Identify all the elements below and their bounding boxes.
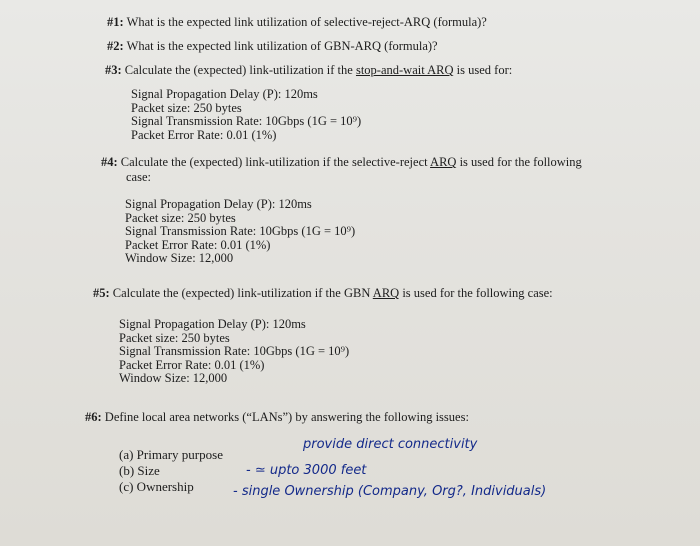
handwritten-answer-purpose: provide direct connectivity [303,437,478,452]
item-ownership: (c) Ownership [119,479,194,494]
question-text-end: is used for the following case: [399,286,553,300]
param-propagation-delay: Signal Propagation Delay (P): 120ms [131,87,318,101]
question-text-end: is used for: [453,63,513,77]
question-3-params [131,88,361,142]
question-4 [101,155,582,169]
question-3 [105,63,512,77]
question-number: #2: [107,39,124,53]
param-transmission-rate: Signal Transmission Rate: 10Gbps (1G = 10⁹) [131,114,362,128]
param-window-size: Window Size: 12,000 [125,251,234,265]
question-number: #6: [85,410,102,424]
question-6-items [119,447,223,495]
param-packet-size: Packet size: 250 bytes [119,330,230,345]
question-text: What is the expected link utilization of selective-reject-ARQ (formula)? [126,15,487,29]
param-transmission-rate: Signal Transmission Rate: 10Gbps (1G = 10⁹) [119,344,350,358]
param-window-size: Window Size: 12,000 [119,371,228,385]
question-number: #5: [93,286,110,300]
handwritten-answer-ownership: - single Ownership (Company, Org?, Individuals) [233,484,547,499]
param-packet-error-rate: Packet Error Rate: 0.01 (1%) [119,357,265,372]
question-text: Calculate the (expected) link-utilization if the selective-reject [120,155,431,169]
underlined-term: ARQ [372,286,400,300]
question-text: Calculate the (expected) link-utilization if the [124,63,356,77]
question-text: What is the expected link utilization of GBN-ARQ (formula)? [126,39,438,53]
item-size: (b) Size [119,463,160,478]
param-packet-size: Packet size: 250 bytes [131,100,242,115]
underlined-term: stop-and-wait ARQ [355,63,454,77]
question-text-end: is used for the following [456,155,582,169]
question-4-line2: case: [126,170,151,184]
question-2 [107,39,438,53]
handwritten-answer-size: - ≃ upto 3000 feet [246,463,367,478]
question-6 [85,410,469,424]
param-packet-size: Packet size: 250 bytes [125,210,236,225]
underlined-term: ARQ [430,155,457,169]
param-packet-error-rate: Packet Error Rate: 0.01 (1%) [125,237,271,252]
param-transmission-rate: Signal Transmission Rate: 10Gbps (1G = 10⁹) [125,224,356,238]
question-1 [107,15,487,29]
param-propagation-delay: Signal Propagation Delay (P): 120ms [119,317,306,331]
item-primary-purpose: (a) Primary purpose [119,447,223,462]
question-number: #3: [105,63,122,77]
question-text: Define local area networks (“LANs”) by answering the following issues: [104,410,469,424]
param-packet-error-rate: Packet Error Rate: 0.01 (1%) [131,127,277,142]
param-propagation-delay: Signal Propagation Delay (P): 120ms [125,197,312,211]
question-number: #1: [107,15,124,29]
question-number: #4: [101,155,118,169]
question-4-params [125,198,355,266]
question-5 [93,286,553,300]
question-text: Calculate the (expected) link-utilization if the GBN [112,286,373,300]
question-5-params [119,318,349,386]
